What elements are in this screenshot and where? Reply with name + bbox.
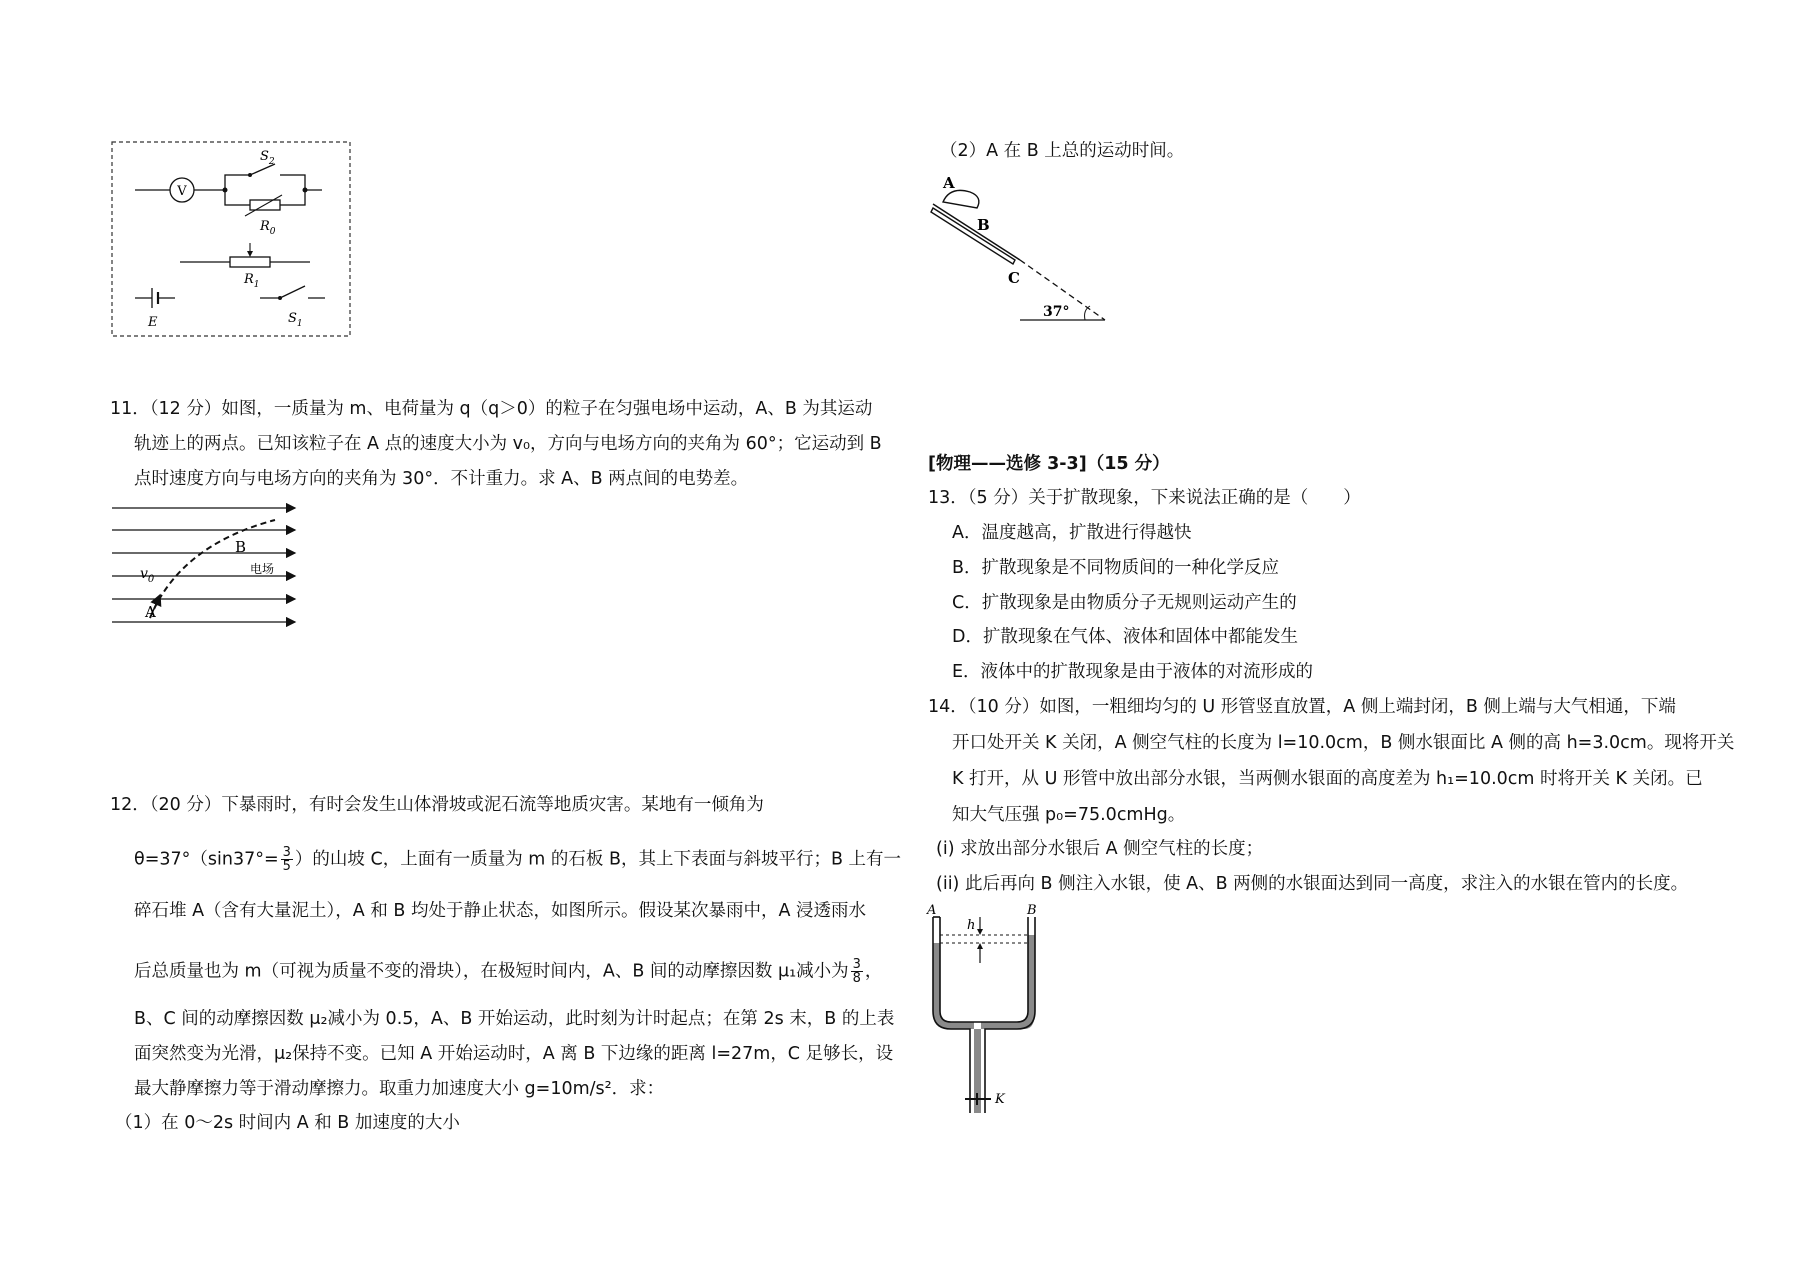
q11-line2: 轨迹上的两点。已知该粒子在 A 点的速度大小为 v₀，方向与电场方向的夹角为 60°；它运动到 B <box>134 434 882 454</box>
u-tube-figure <box>925 903 1045 1113</box>
r1-label: $R_1$ <box>244 272 260 290</box>
label-k: K <box>995 1092 1005 1107</box>
section-title: [物理——选修 3-3]（15 分） <box>928 454 1170 474</box>
q14-sub1: (i) 求放出部分水银后 A 侧空气柱的长度； <box>936 839 1264 859</box>
label-h: h <box>967 918 976 933</box>
q13-option-e: E．液体中的扩散现象是由于液体的对流形成的 <box>952 662 1314 682</box>
fraction-3-5: $\frac{3}{5}$ <box>282 845 291 874</box>
q14-line2: 开口处开关 K 关闭，A 侧空气柱的长度为 l=10.0cm，B 侧水银面比 A 侧的高 h=3.0cm。现将开关 <box>952 733 1735 753</box>
q12-line3: 碎石堆 A（含有大量泥土），A 和 B 均处于静止状态，如图所示。假设某次暴雨中，A 浸透雨水 <box>134 901 866 921</box>
q14-line4: 知大气压强 p₀=75.0cmHg。 <box>952 805 1186 825</box>
electric-field-figure <box>110 500 300 635</box>
switch-s1-icon <box>280 286 305 298</box>
s1-label: $S_1$ <box>288 311 303 329</box>
q12-line6: 面突然变为光滑，μ₂保持不变。已知 A 开始运动时，A 离 B 下边缘的距离 l=27m，C 足够长，设 <box>134 1044 894 1064</box>
v0-label: $v_0$ <box>140 566 155 585</box>
field-label: 电场 <box>250 562 275 576</box>
q12-line2: θ=37°（sin37°= $\frac{3}{5}$ ）的山坡 C，上面有一质量为 m 的石板 B，其上下表面与斜坡平行；B 上有一 <box>134 845 902 874</box>
q12-line1: 12．（20 分）下暴雨时，有时会发生山体滑坡或泥石流等地质灾害。某地有一倾角为 <box>110 795 764 815</box>
circuit-figure <box>110 140 355 340</box>
point-b-label: B <box>235 538 247 556</box>
q12-line7: 最大静摩擦力等于滑动摩擦力。取重力加速度大小 g=10m/s²．求： <box>134 1079 665 1099</box>
debris-a <box>943 190 979 208</box>
q12-line5: B、C 间的动摩擦因数 μ₂减小为 0.5，A、B 开始运动，此时刻为计时起点；在第 2s 末，B 的上表 <box>134 1009 895 1029</box>
q13-option-a: A．温度越高，扩散进行得越快 <box>952 523 1192 543</box>
point-a-label: A <box>145 603 156 621</box>
voltmeter-label: V <box>177 184 187 199</box>
q12-sub1: （1）在 0～2s 时间内 A 和 B 加速度的大小 <box>115 1113 460 1133</box>
label-b: B <box>977 216 990 234</box>
rheostat-r1-icon <box>230 257 270 267</box>
label-angle: 37° <box>1043 304 1070 320</box>
fraction-3-8: $\frac{3}{8}$ <box>852 957 861 986</box>
label-b-side: B <box>1027 903 1037 918</box>
slope-figure <box>925 172 1115 322</box>
q14-sub2: (ii) 此后再向 B 侧注入水银，使 A、B 两侧的水银面达到同一高度，求注入的水银在管内的长度。 <box>936 874 1689 894</box>
q12-line4: 后总质量也为 m（可视为质量不变的滑块），在极短时间内，A、B 间的动摩擦因数 μ₁减小为 $\frac{3}{8}$ ， <box>134 957 883 986</box>
q12-sub2: （2）A 在 B 上总的运动时间。 <box>940 141 1185 161</box>
s2-label: $S_2$ <box>260 149 275 167</box>
q13-option-b: B．扩散现象是不同物质间的一种化学反应 <box>952 558 1280 578</box>
mercury-column <box>933 935 1035 1113</box>
q13-option-d: D．扩散现象在气体、液体和固体中都能发生 <box>952 627 1298 647</box>
q11-line3: 点时速度方向与电场方向的夹角为 30°．不计重力。求 A、B 两点间的电势差。 <box>134 469 749 489</box>
label-a: A <box>943 174 955 192</box>
q14-line3: K 打开，从 U 形管中放出部分水银，当两侧水银面的高度差为 h₁=10.0cm 时将开关 K 关闭。已 <box>952 769 1703 789</box>
circuit-border <box>112 142 350 336</box>
q13-option-c: C．扩散现象是由物质分子无规则运动产生的 <box>952 593 1297 613</box>
stone-slab-b <box>931 208 1015 264</box>
label-c: C <box>1008 269 1020 287</box>
r0-label: $R_0$ <box>260 219 276 237</box>
q13-stem: 13．（5 分）关于扩散现象，下来说法正确的是（ ） <box>928 488 1361 508</box>
label-a-side: A <box>927 903 937 918</box>
battery-label: E <box>148 315 158 330</box>
q11-line1: 11．（12 分）如图，一质量为 m、电荷量为 q（q＞0）的粒子在匀强电场中运动，A、B 为其运动 <box>110 399 873 419</box>
q14-line1: 14．（10 分）如图，一粗细均匀的 U 形管竖直放置，A 侧上端封闭，B 侧上端与大气相通，下端 <box>928 697 1676 717</box>
